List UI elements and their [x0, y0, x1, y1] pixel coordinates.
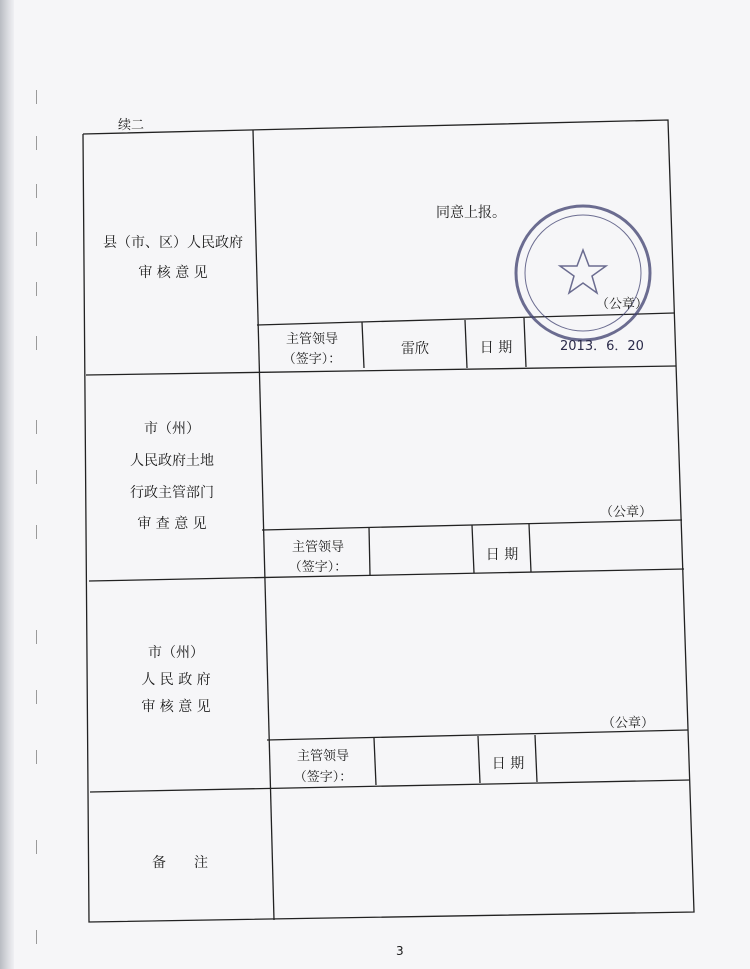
official-seal — [516, 206, 650, 340]
seal-label: （公章） — [600, 505, 653, 520]
section-3-title-line-1: 市（州） — [148, 645, 204, 661]
page-number: 3 — [396, 944, 404, 958]
leader-label-sign: （签字）： — [282, 352, 342, 367]
seal-label: （公章） — [596, 297, 649, 312]
leader-label: 主管领导 — [285, 332, 338, 347]
opinion-text: 同意上报。 — [436, 205, 506, 221]
date-value: 2013．6．20 — [560, 339, 644, 354]
leader-name: 雷欣 — [401, 341, 429, 357]
section-3-title-line-3: 审 核 意 见 — [141, 699, 211, 715]
star-icon — [560, 250, 606, 293]
leader-label-sign: （签字）： — [293, 770, 353, 785]
date-label: 日 期 — [485, 547, 519, 563]
seal-label: （公章） — [602, 716, 655, 731]
remarks-label: 备 注 — [152, 855, 208, 871]
date-label: 日 期 — [479, 340, 513, 356]
leader-label: 主管领导 — [291, 540, 344, 555]
section-2-title-line-1: 市（州） — [144, 421, 200, 437]
continuation-label: 续二 — [118, 118, 145, 133]
section-2-title-line-3: 行政主管部门 — [130, 485, 214, 501]
section-1-title-line-1: 县（市、区）人民政府 — [103, 235, 243, 251]
section-2-title-line-2: 人民政府土地 — [130, 453, 214, 469]
section-1-title-line-2: 审 核 意 见 — [138, 265, 208, 281]
section-divider — [86, 366, 676, 375]
date-label: 日 期 — [491, 756, 525, 772]
leader-label: 主管领导 — [296, 749, 349, 764]
title-column-divider — [253, 130, 274, 920]
section-2-title-line-4: 审 查 意 见 — [137, 516, 207, 532]
section-3-title-line-2: 人 民 政 府 — [141, 672, 211, 688]
leader-label-sign: （签字）： — [288, 560, 348, 575]
section-divider — [90, 780, 690, 792]
section-divider — [89, 569, 684, 581]
